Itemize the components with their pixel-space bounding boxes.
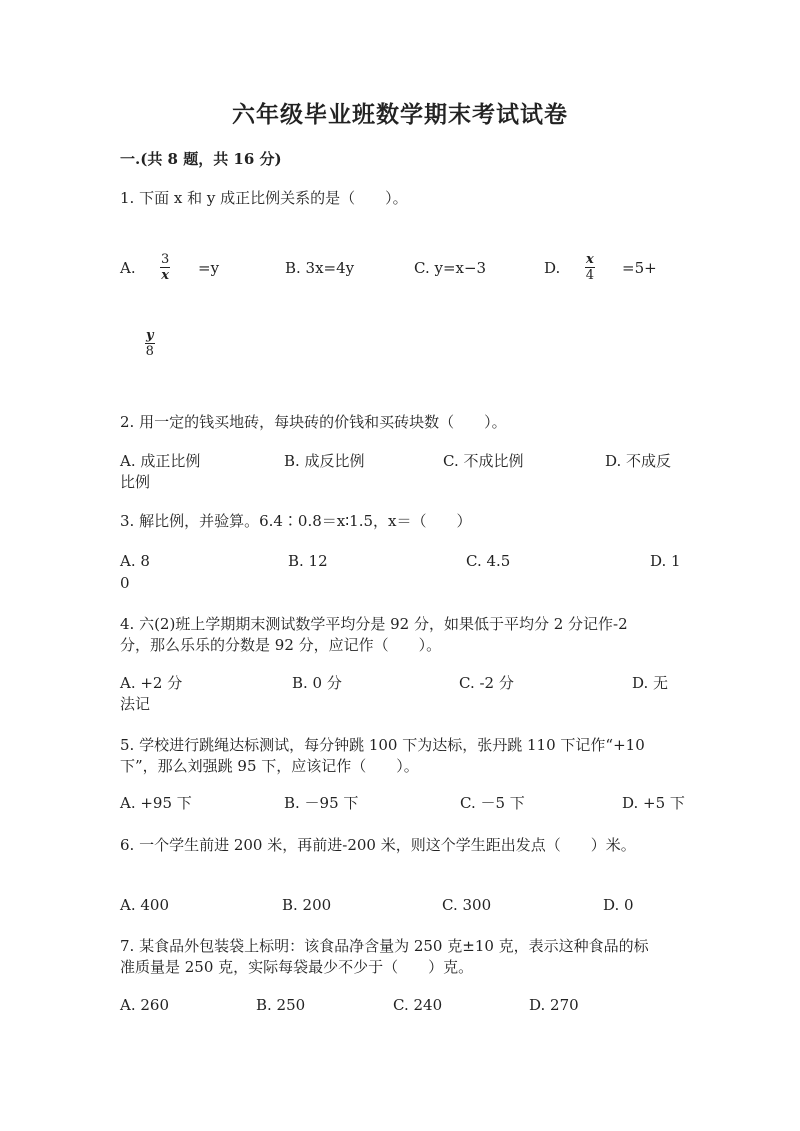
question-5-stem-line1: 5. 学校进行跳绳达标测试，每分钟跳 100 下为达标，张丹跳 110 下记作“+10 [120,736,645,754]
question-1-stem: 1. 下面 x 和 y 成正比例关系的是（ ）。 [120,189,408,207]
q1-option-a-tail: =y [198,259,220,277]
fraction-numerator: x [586,252,594,267]
q6-option-b: B. 200 [282,896,332,914]
question-4-stem-line2: 分，那么乐乐的分数是 92 分，应记作（ ）。 [120,636,442,654]
fraction-denominator: 8 [145,344,154,359]
q7-option-a: A. 260 [120,996,169,1014]
question-4-stem-line1: 4. 六(2)班上学期期末测试数学平均分是 92 分，如果低于平均分 2 分记作-2 [120,615,628,633]
q1-option-c: C. y=x−3 [414,259,487,277]
q4-option-c: C. -2 分 [459,674,514,692]
q3-option-b: B. 12 [288,552,328,570]
q2-option-d-line1: D. 不成反 [605,452,672,470]
q6-option-d: D. 0 [603,896,634,914]
q3-option-d-line1: D. 1 [650,552,681,570]
q3-option-a: A. 8 [120,552,150,570]
q7-option-d: D. 270 [529,996,579,1014]
q1-option-d-tail: =5+ [622,259,657,277]
fraction-numerator: y [146,328,154,343]
question-7-stem-line1: 7. 某食品外包装袋上标明：该食品净含量为 250 克±10 克，表示这种食品的标 [120,937,649,955]
q4-option-a: A. +2 分 [120,674,183,692]
q2-option-d-line2: 比例 [120,473,151,491]
q1-option-a-fraction [160,252,170,283]
question-5-stem-line2: 下”，那么刘强跳 95 下，应该记作（ ）。 [120,757,419,775]
q5-option-d: D. +5 下 [622,794,685,812]
section-header: 一.(共 8 题，共 16 分) [120,150,282,168]
q4-option-d-line2: 法记 [120,695,151,713]
fraction-numerator: 3 [161,252,170,267]
q2-option-b: B. 成反比例 [284,452,365,470]
q6-option-c: C. 300 [442,896,492,914]
q1-option-d-label: D. [544,259,561,277]
q5-option-b: B. －95 下 [284,794,359,812]
question-6-stem: 6. 一个学生前进 200 米，再前进-200 米，则这个学生距出发点（ ）米。 [120,836,636,854]
page-title: 六年级毕业班数学期末考试试卷 [232,101,568,128]
q1-option-b: B. 3x=4y [285,259,355,277]
question-7-stem-line2: 准质量是 250 克，实际每袋最少不少于（ ）克。 [120,958,474,976]
q5-option-c: C. －5 下 [460,794,525,812]
q1-option-d-fraction-2 [145,328,155,359]
q2-option-c: C. 不成比例 [443,452,524,470]
fraction-denominator: 4 [585,268,595,283]
q7-option-c: C. 240 [393,996,443,1014]
q1-option-a-label: A. [120,259,136,277]
q5-option-a: A. +95 下 [120,794,192,812]
question-3-stem: 3. 解比例，并验算。6.4∶0.8＝x∶1.5，x＝（ ） [120,512,472,530]
q4-option-b: B. 0 分 [292,674,342,692]
q3-option-d-line2: 0 [120,574,130,592]
q4-option-d-line1: D. 无 [632,674,669,692]
fraction-denominator: x [161,268,170,283]
q2-option-a: A. 成正比例 [120,452,201,470]
q3-option-c: C. 4.5 [466,552,511,570]
question-2-stem: 2. 用一定的钱买地砖，每块砖的价钱和买砖块数（ ）。 [120,413,507,431]
q7-option-b: B. 250 [256,996,306,1014]
q6-option-a: A. 400 [120,896,169,914]
q1-option-d-fraction [585,252,595,283]
